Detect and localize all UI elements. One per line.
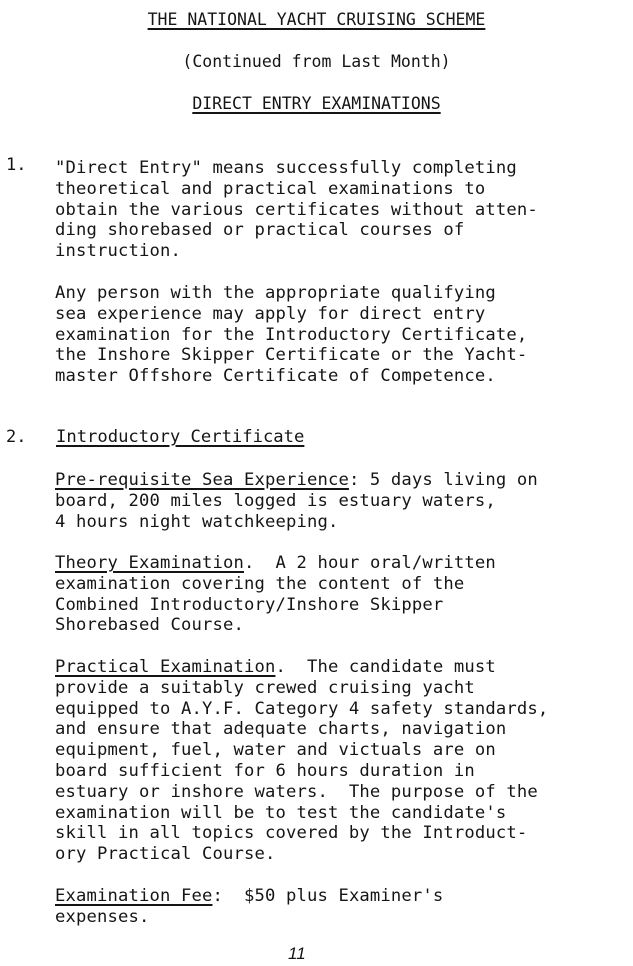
paragraph-line: examination will be to test the candidate's — [55, 802, 507, 823]
paragraph-line: equipped to A.Y.F. Category 4 safety standards, — [55, 698, 549, 719]
paragraph-line: estuary or inshore waters. The purpose of the — [55, 781, 538, 802]
paragraph-line: Combined Introductory/Inshore Skipper — [55, 594, 444, 615]
practical-paragraph — [55, 657, 630, 865]
paragraph-line: board, 200 miles logged is estuary waters, — [55, 490, 496, 511]
section-1-paragraph-1 — [55, 158, 630, 262]
paragraph-line: board sufficient for 6 hours duration in — [55, 760, 475, 781]
fee-label: Examination Fee — [55, 886, 213, 906]
section-2-heading: Introductory Certificate — [56, 427, 305, 447]
paragraph-line — [55, 470, 630, 491]
paragraph-line: obtain the various certificates without atten- — [55, 199, 538, 220]
section-2-number: 2. — [6, 427, 27, 447]
paragraph-line: and ensure that adequate charts, navigation — [55, 719, 507, 740]
practical-text: . The candidate must — [275, 657, 496, 677]
paragraph-line: Any person with the appropriate qualifying — [55, 283, 496, 303]
document-subtitle: (Continued from Last Month) — [182, 52, 451, 71]
paragraph-line: skill in all topics covered by the Introduct- — [55, 823, 528, 844]
paragraph-line: examination covering the content of the — [55, 573, 465, 594]
paragraph-line: instruction. — [55, 241, 181, 262]
paragraph-line: provide a suitably crewed cruising yacht — [55, 677, 475, 698]
theory-paragraph — [55, 553, 630, 636]
section-title: DIRECT ENTRY EXAMINATIONS — [192, 94, 441, 113]
paragraph-line: theoretical and practical examinations to — [55, 178, 486, 199]
paragraph-line: sea experience may apply for direct entry — [55, 303, 486, 324]
paragraph-line: ory Practical Course. — [55, 844, 276, 865]
document-title: THE NATIONAL YACHT CRUISING SCHEME — [147, 10, 486, 29]
page-number: 11 — [288, 944, 306, 963]
paragraph-line: expenses. — [55, 906, 150, 927]
paragraph-line — [55, 553, 630, 574]
paragraph-line — [55, 886, 630, 907]
paragraph-line: 4 hours night watchkeeping. — [55, 511, 339, 532]
paragraph-line — [55, 657, 630, 678]
prerequisite-paragraph — [55, 470, 630, 532]
section-1-number: 1. — [6, 155, 27, 175]
prerequisite-text: : 5 days living on — [348, 470, 538, 490]
paragraph-line: "Direct Entry" means successfully completing — [55, 158, 517, 178]
prerequisite-label: Pre-requisite Sea Experience — [55, 470, 349, 490]
practical-label: Practical Examination — [55, 657, 276, 677]
theory-label: Theory Examination — [55, 553, 244, 573]
paragraph-line: master Offshore Certificate of Competence. — [55, 366, 496, 387]
section-1-paragraph-2 — [55, 283, 630, 387]
theory-text: . A 2 hour oral/written — [243, 553, 496, 573]
fee-paragraph — [55, 886, 630, 928]
paragraph-line: equipment, fuel, water and victuals are on — [55, 740, 496, 761]
fee-text: : $50 plus Examiner's — [212, 886, 444, 906]
paragraph-line: ding shorebased or practical courses of — [55, 220, 465, 241]
paragraph-line: the Inshore Skipper Certificate or the Yacht- — [55, 345, 528, 366]
paragraph-line: examination for the Introductory Certificate, — [55, 324, 528, 345]
paragraph-line: Shorebased Course. — [55, 615, 244, 636]
